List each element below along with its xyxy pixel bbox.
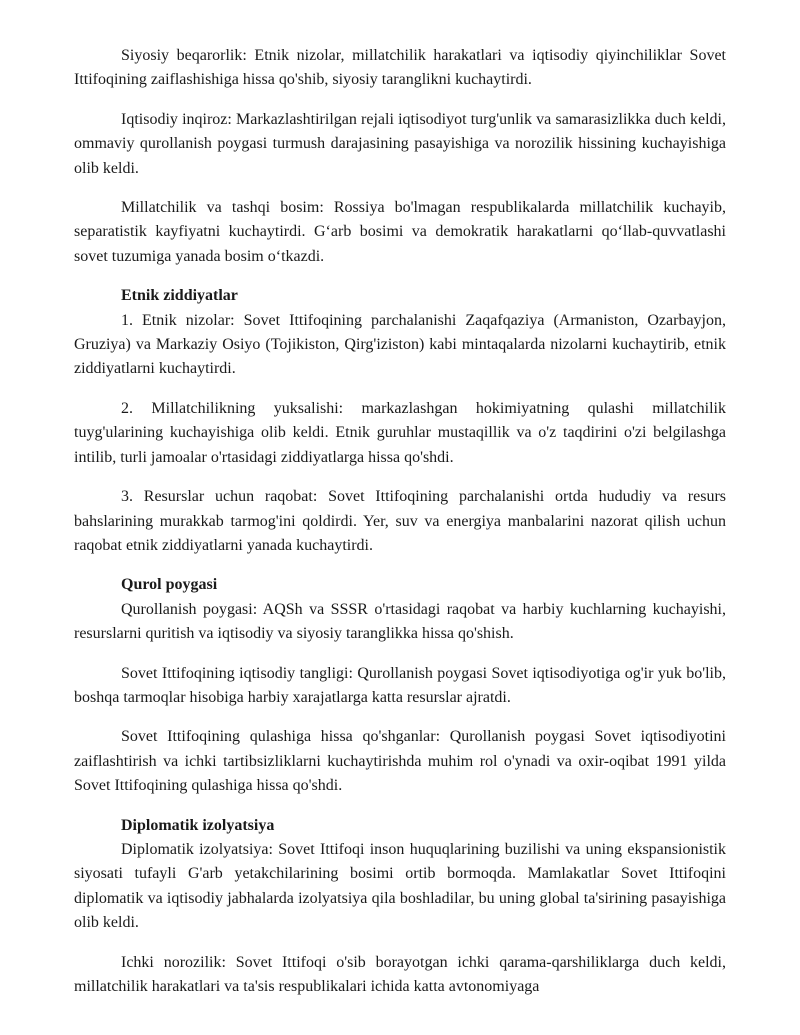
paragraph-resurslar-raqobat: 3. Resurslar uchun raqobat: Sovet Ittifoqining parchalanishi ortda hududiy va resurs bahslarining murakkab tarmog'ini qoldirdi. Yer, suv va energiya manbalarini nazorat qilish uchun raqobat etnik ziddiyatlarni yanada kuchaytirdi.	[74, 488, 726, 554]
paragraph-diplomatik-izolyatsiya: Diplomatik izolyatsiya: Sovet Ittifoqi inson huquqlarining buzilishi va uning ekspansionistik siyosati tufayli G'arb yetakchilarining bosimi ortib bormoqda. Mamlakatlar Sovet Ittifoqini diplomatik va iqtisodiy jabhalarda izolyatsiya qila boshladilar, bu uning global ta'sirining pasayishiga olib keldi.	[74, 840, 726, 932]
paragraph-iqtisodiy-inqiroz: Iqtisodiy inqiroz: Markazlashtirilgan rejali iqtisodiyot turg'unlik va samarasizlikka duch keldi, ommaviy qurollanish poygasi turmush darajasining pasayishiga va norozilik hissining kuchayishiga olib keldi.	[74, 110, 726, 177]
paragraph-iqtisodiy-tanglik: Sovet Ittifoqining iqtisodiy tangligi: Qurollanish poygasi Sovet iqtisodiyotiga og'ir yuk bo'lib, boshqa tarmoqlar hisobiga harbiy xarajatlarga katta resurslar ajratdi.	[74, 664, 726, 706]
paragraph-qurollanish-poygasi: Qurollanish poygasi: AQSh va SSSR o'rtasidagi raqobat va harbiy kuchlarning kuchayishi, resurslarni quritish va iqtisodiy va siyosiy taranglikka hissa qo'shish.	[74, 600, 726, 643]
paragraph-siyosiy-beqarorlik: Siyosiy beqarorlik: Etnik nizolar, millatchilik harakatlari va iqtisodiy qiyinchiliklar Sovet Ittifoqining zaiflashishiga hissa qo'shib, siyosiy taranglikni kuchaytirdi.	[74, 47, 726, 89]
section-heading-etnik-ziddiyatlar: Etnik ziddiyatlar	[121, 287, 238, 305]
paragraph-qulashiga-hissa: Sovet Ittifoqining qulashiga hissa qo'shganlar: Qurollanish poygasi Sovet iqtisodiyotini zaiflashtirish va ichki tartibsizliklarni kuchaytirishda muhim rol o'ynadi va oxir-oqibat 1991 yilda Sovet Ittifoqining qulashiga hissa qo'shdi.	[74, 728, 726, 795]
paragraph-millatchilik-yuksalishi: 2. Millatchilikning yuksalishi: markazlashgan hokimiyatning qulashi millatchilik tuyg'ularining kuchayishiga olib keldi. Etnik guruhlar mustaqillik va o'z taqdirini o'zi belgilashga intilib, turli jamoalar o'rtasidagi ziddiyatlarga hissa qo'shdi.	[74, 399, 726, 466]
paragraph-millatchilik-tashqi-bosim: Millatchilik va tashqi bosim: Rossiya bo'lmagan respublikalarda millatchilik kuchayib, separatistik kayfiyatni kuchaytirdi. G‘arb bosimi va demokratik harakatlarni qo‘llab-quvvatlashi sovet tuzumiga yanada bosim o‘tkazdi.	[74, 199, 726, 265]
section-heading-qurol-poygasi: Qurol poygasi	[121, 576, 218, 594]
paragraph-etnik-nizolar: 1. Etnik nizolar: Sovet Ittifoqining parchalanishi Zaqafqaziya (Armaniston, Ozarbayjon, Gruziya) va Markaziy Osiyo (Tojikiston, Qirg'iziston) kabi mintaqalarda nizolarni kuchaytirib, etnik ziddiyatlarni kuchaytirdi.	[74, 311, 726, 378]
section-heading-diplomatik-izolyatsiya: Diplomatik izolyatsiya	[121, 816, 275, 834]
document-page	[74, 44, 726, 1014]
paragraph-ichki-norozilik: Ichki norozilik: Sovet Ittifoqi o'sib borayotgan ichki qarama-qarshiliklarga duch keldi, millatchilik harakatlari va ta'sis respublikalari ichida katta avtonomiyaga	[74, 953, 726, 995]
